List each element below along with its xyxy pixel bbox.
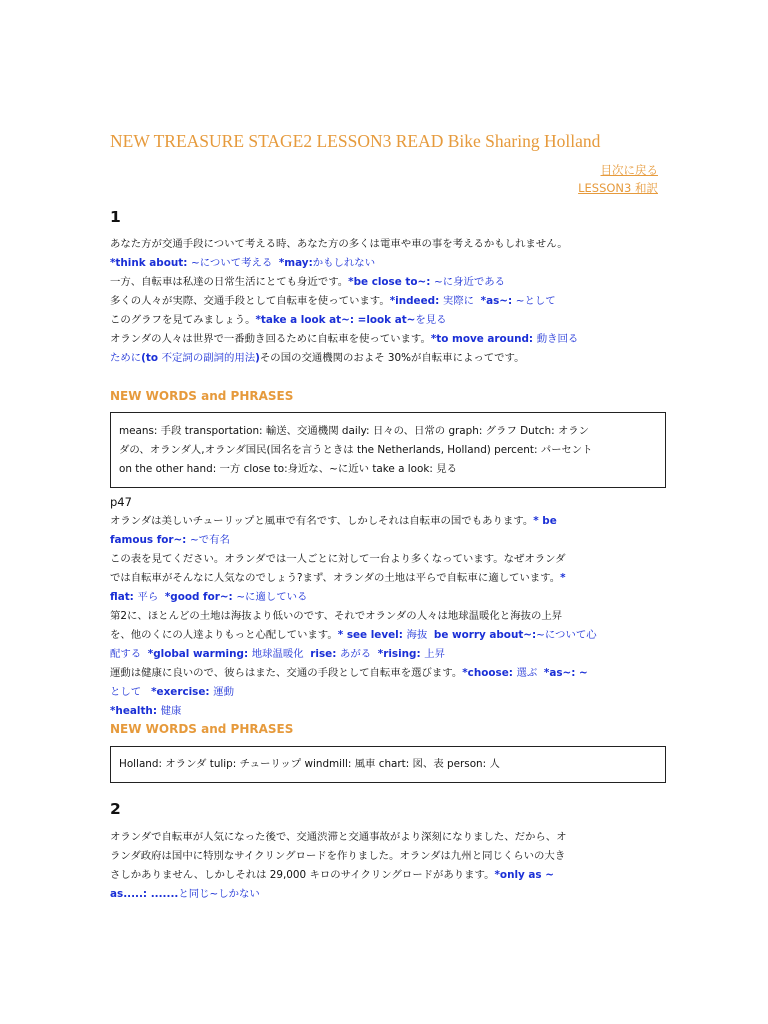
page-label: p47	[110, 495, 132, 509]
text: 運動は健康に良いので、彼らはまた、交通の手段として自転車を選びます。	[110, 667, 463, 679]
keyword: *good for~:	[164, 591, 237, 603]
keyword: *may:	[278, 257, 313, 269]
keyword: be worry about~:	[433, 629, 537, 641]
gloss: 不定詞の副詞的用法	[161, 352, 256, 364]
vocab-line: means: 手段 transportation: 輸送、交通機関 daily: 日々の、日常の graph: グラフ Dutch: オラン	[119, 425, 590, 437]
vocabulary-box	[110, 746, 666, 783]
paragraph-line	[110, 254, 375, 272]
text: では自転車がそんなに人気なのでしょう?まず、オランダの土地は平らで自転車に適しています。	[110, 572, 561, 584]
text: 第2に、ほとんどの土地は海抜より低いのです、それでオランダの人々は地球温暖化と海抜の上昇	[110, 610, 563, 622]
paragraph-line	[110, 885, 260, 903]
section-number-1: 1	[110, 208, 121, 226]
keyword: *only as ~	[494, 869, 554, 881]
keyword: * see level:	[337, 629, 407, 641]
keyword: *	[560, 572, 566, 584]
gloss: 配する	[110, 648, 142, 660]
gloss: 選ぶ	[516, 667, 538, 679]
text: 一方、自転車は私達の日常生活にとても身近です。	[110, 276, 349, 288]
paragraph-line	[110, 847, 565, 865]
paragraph-line	[110, 626, 597, 644]
gloss: ために	[110, 352, 142, 364]
vocab-line: on the other hand: 一方 close to:身近な、~に近い take a look: 見る	[119, 463, 458, 475]
text: オランダは美しいチューリップと風車で有名です、しかしそれは自転車の国でもあります。	[110, 515, 534, 527]
keyword: *to move around:	[430, 333, 537, 345]
text: さしかありません、しかしそれは 29,000 キロのサイクリングロードがあります。	[110, 869, 495, 881]
paragraph-line	[110, 664, 588, 682]
paragraph-line	[110, 512, 557, 530]
paragraph-line	[110, 550, 566, 568]
paragraph-line	[110, 683, 234, 701]
gloss: 運動	[213, 686, 234, 698]
text: ランダ政府は国中に特別なサイクリングロードを作りました。オランダは九州と同じくらいの大き	[110, 850, 566, 862]
keyword: *exercise:	[151, 686, 214, 698]
gloss: かもしれない	[312, 257, 376, 269]
text: オランダで自転車が人気になった後で、交通渋滞と交通事故がより深刻になりました、だから、オ	[110, 831, 567, 843]
gloss: ~に適している	[236, 591, 308, 603]
vocabulary-box	[110, 412, 666, 488]
page-title: NEW TREASURE STAGE2 LESSON3 READ Bike Sharing Holland	[110, 131, 601, 151]
text: 多くの人々が実際、交通手段として自転車を使っています。	[110, 295, 390, 307]
paragraph-line	[110, 828, 567, 846]
keyword: flat:	[110, 591, 138, 603]
keyword: rise:	[310, 648, 340, 660]
gloss: ~で有名	[189, 534, 230, 546]
keyword: *as~:	[480, 295, 516, 307]
gloss: として	[110, 686, 142, 698]
keyword: * be	[533, 515, 557, 527]
gloss: 健康	[160, 705, 182, 717]
paragraph-line	[110, 273, 505, 291]
paragraph-line	[110, 645, 445, 663]
paragraph-line	[110, 569, 566, 587]
gloss: を見る	[415, 314, 447, 326]
text: オランダの人々は世界で一番動き回るために自転車を使っています。	[110, 333, 431, 345]
gloss: 実際に	[442, 295, 475, 307]
gloss: 平ら	[137, 591, 159, 603]
text: このグラフを見てみましょう。	[110, 314, 256, 326]
keyword: *think about:	[110, 257, 192, 269]
paragraph-line	[110, 607, 562, 625]
gloss: 動き回る	[536, 333, 579, 345]
keyword: famous for~:	[110, 534, 190, 546]
vocab-line: ダの、オランダ人,オランダ国民(国名を言うときは the Netherlands, Holland) percent: パーセント	[119, 444, 593, 456]
gloss: ~に身近である	[434, 276, 506, 288]
paragraph-line	[110, 866, 554, 884]
text: あなた方が交通手段について考える時、あなた方の多くは電車や車の事を考えるかもしれません。	[110, 238, 568, 250]
paragraph-line	[110, 292, 556, 310]
gloss: 上昇	[424, 648, 446, 660]
paragraph-line	[110, 311, 447, 329]
keyword: (to	[141, 352, 162, 364]
vocab-line: Holland: オランダ tulip: チューリップ windmill: 風車 chart: 図、表 person: 人	[119, 758, 500, 770]
gloss: ~について心	[536, 629, 597, 641]
paragraph-line	[110, 330, 578, 348]
gloss: と同じ~しかない	[178, 888, 260, 900]
keyword: *as~: ~	[543, 667, 588, 679]
paragraph-line	[110, 702, 181, 720]
paragraph-line	[110, 588, 307, 606]
keyword: *take a look at~: =look at~	[255, 314, 416, 326]
paragraph-line	[110, 531, 230, 549]
text: を、他のくにの人達よりもっと心配しています。	[110, 629, 338, 641]
paragraph-line	[110, 235, 568, 253]
section-number-2: 2	[110, 800, 121, 818]
gloss: ~として	[515, 295, 556, 307]
gloss: 海抜	[406, 629, 428, 641]
keyword: *be close to~:	[348, 276, 434, 288]
toc-link[interactable]: 目次に戻る	[600, 163, 658, 177]
paragraph-line	[110, 349, 524, 367]
gloss: あがる	[339, 648, 372, 660]
gloss: 地球温暖化	[251, 648, 304, 660]
keyword: *rising:	[377, 648, 425, 660]
keyword: *indeed:	[389, 295, 443, 307]
new-words-heading: NEW WORDS and PHRASES	[110, 389, 294, 403]
keyword: *global warming:	[147, 648, 252, 660]
keyword: )	[255, 352, 260, 364]
lesson3-translation-link[interactable]: LESSON3 和訳	[578, 181, 658, 195]
keyword: as.....: .......	[110, 888, 179, 900]
new-words-heading: NEW WORDS and PHRASES	[110, 722, 294, 736]
gloss: ~について考える	[191, 257, 273, 269]
keyword: *health:	[110, 705, 161, 717]
text: その国の交通機関のおよそ 30%が自転車によってです。	[259, 352, 525, 364]
keyword: *choose:	[462, 667, 517, 679]
text: この表を見てください。オランダでは一人ごとに対して一台より多くなっています。なぜオランダ	[110, 553, 566, 565]
